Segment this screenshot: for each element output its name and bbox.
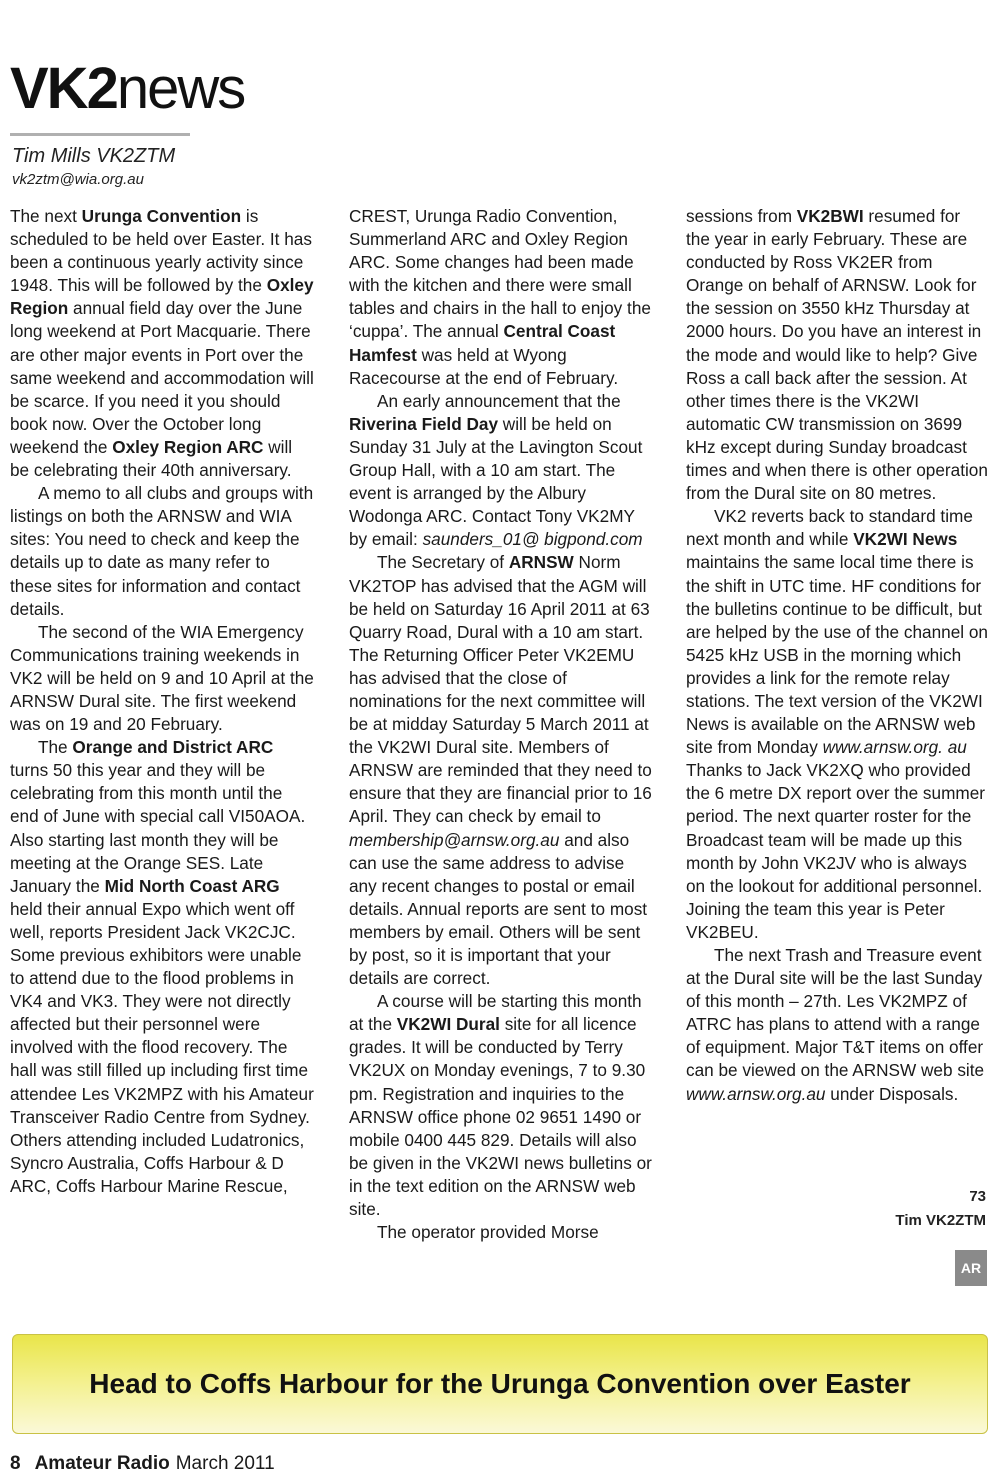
text-run: CREST, Urunga Radio Convention, Summerland ARC and Oxley Region ARC. Some changes had been made with the kitchen and there were small tables and chairs in the hall to enjoy the ‘cuppa’. The annual <box>349 206 651 342</box>
author-name: Tim Mills VK2ZTM <box>12 145 176 167</box>
title-light: news <box>116 56 245 121</box>
italic-text: www.arnsw.org.au <box>686 1083 826 1104</box>
text-run: Thanks to Jack VK2XQ who provided the 6 metre DX report over the summer period. The next quarter roster for the Broadcast team will be made up this month by John VK2JV who is always on the lookout for additional personnel. Joining the team this year is Peter VK2BEU. <box>686 760 985 942</box>
text-run: maintains the same local time there is the shift in UTC time. HF conditions for the bulletins continue to be difficult, but are helped by the use of the channel on 5425 kHz USB in the morning which provides a link for the remote relay stations. The text version of the VK2WI News is available on the ARNSW web site from Monday <box>686 552 988 758</box>
bold-text: VK2WI Dural <box>396 1014 500 1035</box>
paragraph <box>686 505 988 944</box>
signoff-name: Tim VK2ZTM <box>895 1212 986 1229</box>
signoff-code: 73 <box>969 1188 986 1205</box>
text-run: VK2 reverts back to standard time next month and while <box>686 506 973 550</box>
magazine-name: Amateur Radio <box>34 1453 170 1474</box>
text-run: The Secretary of <box>377 552 509 573</box>
bold-text: Orange and District ARC <box>72 737 274 758</box>
text-run: annual field day over the June long weekend at Port Macquarie. There are other major events in Port over the same weekend and accommodation will be scarce. If you need it you should book now. Over the October long weekend the <box>10 298 314 457</box>
bold-text: Central Coast Hamfest <box>349 321 616 365</box>
paragraph <box>10 736 315 1198</box>
bold-text: Oxley Region ARC <box>112 436 264 457</box>
article-column-3 <box>686 205 988 1106</box>
bold-text: ARNSW <box>508 552 574 573</box>
paragraph <box>349 390 654 552</box>
title-bold: VK2 <box>10 56 117 121</box>
text-run: site for all licence grades. It will be conducted by Terry VK2UX on Monday evenings, 7 to 9.30 pm. Registration and inquiries to the ARNSW office phone 02 9651 1490 or mobile 0400 445 829. Details will also be given in the VK2WI news bulletins or in the text edition on the ARNSW web site. <box>349 1014 652 1220</box>
text-run: The second of the WIA Emergency Communications training weekends in VK2 will be held on 9 and 10 April at the ARNSW Dural site. The first weekend was on 19 and 20 February. <box>10 621 314 735</box>
paragraph <box>10 205 315 482</box>
text-run: The next Trash and Treasure event at the Dural site will be the last Sunday of this month – 27th. Les VK2MPZ of ATRC has plans to attend with a range of equipment. Major T&T items on offer can be viewed on the ARNSW web site <box>686 945 985 1081</box>
text-run: The operator provided Morse <box>377 1222 599 1243</box>
author-email: vk2ztm@wia.org.au <box>12 171 144 188</box>
text-run: A memo to all clubs and groups with listings on both the ARNSW and WIA sites: You need to check and keep the details up to date as many refer to these sites for information and contact details. <box>10 483 314 619</box>
banner-text: Head to Coffs Harbour for the Urunga Convention over Easter <box>89 1368 911 1399</box>
text-run: A course will be starting this month at the <box>349 991 642 1035</box>
paragraph <box>349 205 654 390</box>
bold-text: VK2WI News <box>853 529 958 550</box>
text-run: turns 50 this year and they will be celebrating from this month until the end of June with special call VI50AOA. Also starting last month they will be meeting at the Orange SES. Late January the <box>10 760 306 896</box>
bold-text: Oxley Region <box>10 275 314 319</box>
text-run: will be celebrating their 40th anniversary. <box>10 436 293 481</box>
page-title <box>10 56 245 121</box>
issue-date: March 2011 <box>175 1453 275 1474</box>
article-column-1 <box>10 205 315 1198</box>
title-rule <box>10 133 190 136</box>
text-run: Norm VK2TOP has advised that the AGM will be held on Saturday 16 April 2011 at 63 Quarry Road, Dural with a 10 am start. The Returning Officer Peter VK2EMU has advised that the close of nominations for the next committee will be at midday Saturday 5 March 2011 at the VK2WI Dural site. Members of ARNSW are reminded that they need to ensure that they are financial prior to 16 April. They can check by email to <box>349 552 652 827</box>
text-run: will be held on Sunday 31 July at the Lavington Scout Group Hall, with a 10 am start. The event is arranged by the Albury Wodonga ARC. Contact Tony VK2MY by email: <box>349 413 643 550</box>
bold-text: Riverina Field Day <box>349 413 499 434</box>
page-number: 8 <box>10 1453 21 1474</box>
italic-text: membership@arnsw.org.au <box>349 829 560 850</box>
paragraph <box>349 551 654 990</box>
text-run: and also can use the same address to advise any recent changes to postal or email details. Annual reports are sent to most members by email. Others will be sent by post, so it is important that your details are correct. <box>349 829 648 989</box>
promo-banner <box>12 1334 988 1434</box>
bold-text: VK2BWI <box>796 206 864 226</box>
ar-logo-icon: AR <box>955 1250 987 1286</box>
italic-text: saunders_01@ bigpond.com <box>422 529 643 550</box>
text-run: The next <box>10 206 82 226</box>
paragraph <box>349 1221 654 1244</box>
paragraph <box>686 944 988 1106</box>
bold-text: Mid North Coast ARG <box>104 875 280 896</box>
text-run: was held at Wyong Racecourse at the end of February. <box>349 344 619 388</box>
text-run: sessions from <box>686 206 797 226</box>
text-run: held their annual Expo which went off well, reports President Jack VK2CJC. Some previous exhibitors were unable to attend due to the flood problems in VK4 and VK3. They were not directly affected but their personnel were involved with the flood recovery. The hall was still filled up including first time attendee Les VK2MPZ with his Amateur Transceiver Radio Centre from Sydney. Others attending included Ludatronics, Syncro Australia, Coffs Harbour & D ARC, Coffs Harbour Marine Rescue, <box>10 898 314 1196</box>
text-run: The <box>38 737 73 758</box>
article-column-2 <box>349 205 654 1244</box>
paragraph <box>10 482 315 621</box>
paragraph <box>10 621 315 736</box>
text-run: is scheduled to be held over Easter. It has been a continuous yearly activity since 1948. This will be followed by the <box>10 206 312 296</box>
text-run: resumed for the year in early February. These are conducted by Ross VK2ER from Orange on behalf of ARNSW. Look for the session on 3550 kHz Thursday at 2000 hours. Do you have an interest in the mode and would like to help? Give Ross a call back after the session. At other times there is the VK2WI automatic CW transmission on 3699 kHz except during Sunday broadcast times and when there is other operation from the Dural site on 80 metres. <box>686 206 988 504</box>
text-run: under Disposals. <box>825 1083 959 1104</box>
paragraph <box>686 205 988 505</box>
text-run: An early announcement that the <box>377 390 621 411</box>
page-footer <box>10 1453 275 1475</box>
paragraph <box>349 990 654 1221</box>
bold-text: Urunga Convention <box>81 206 242 226</box>
italic-text: www.arnsw.org. au <box>822 737 967 758</box>
signoff <box>895 1185 986 1233</box>
